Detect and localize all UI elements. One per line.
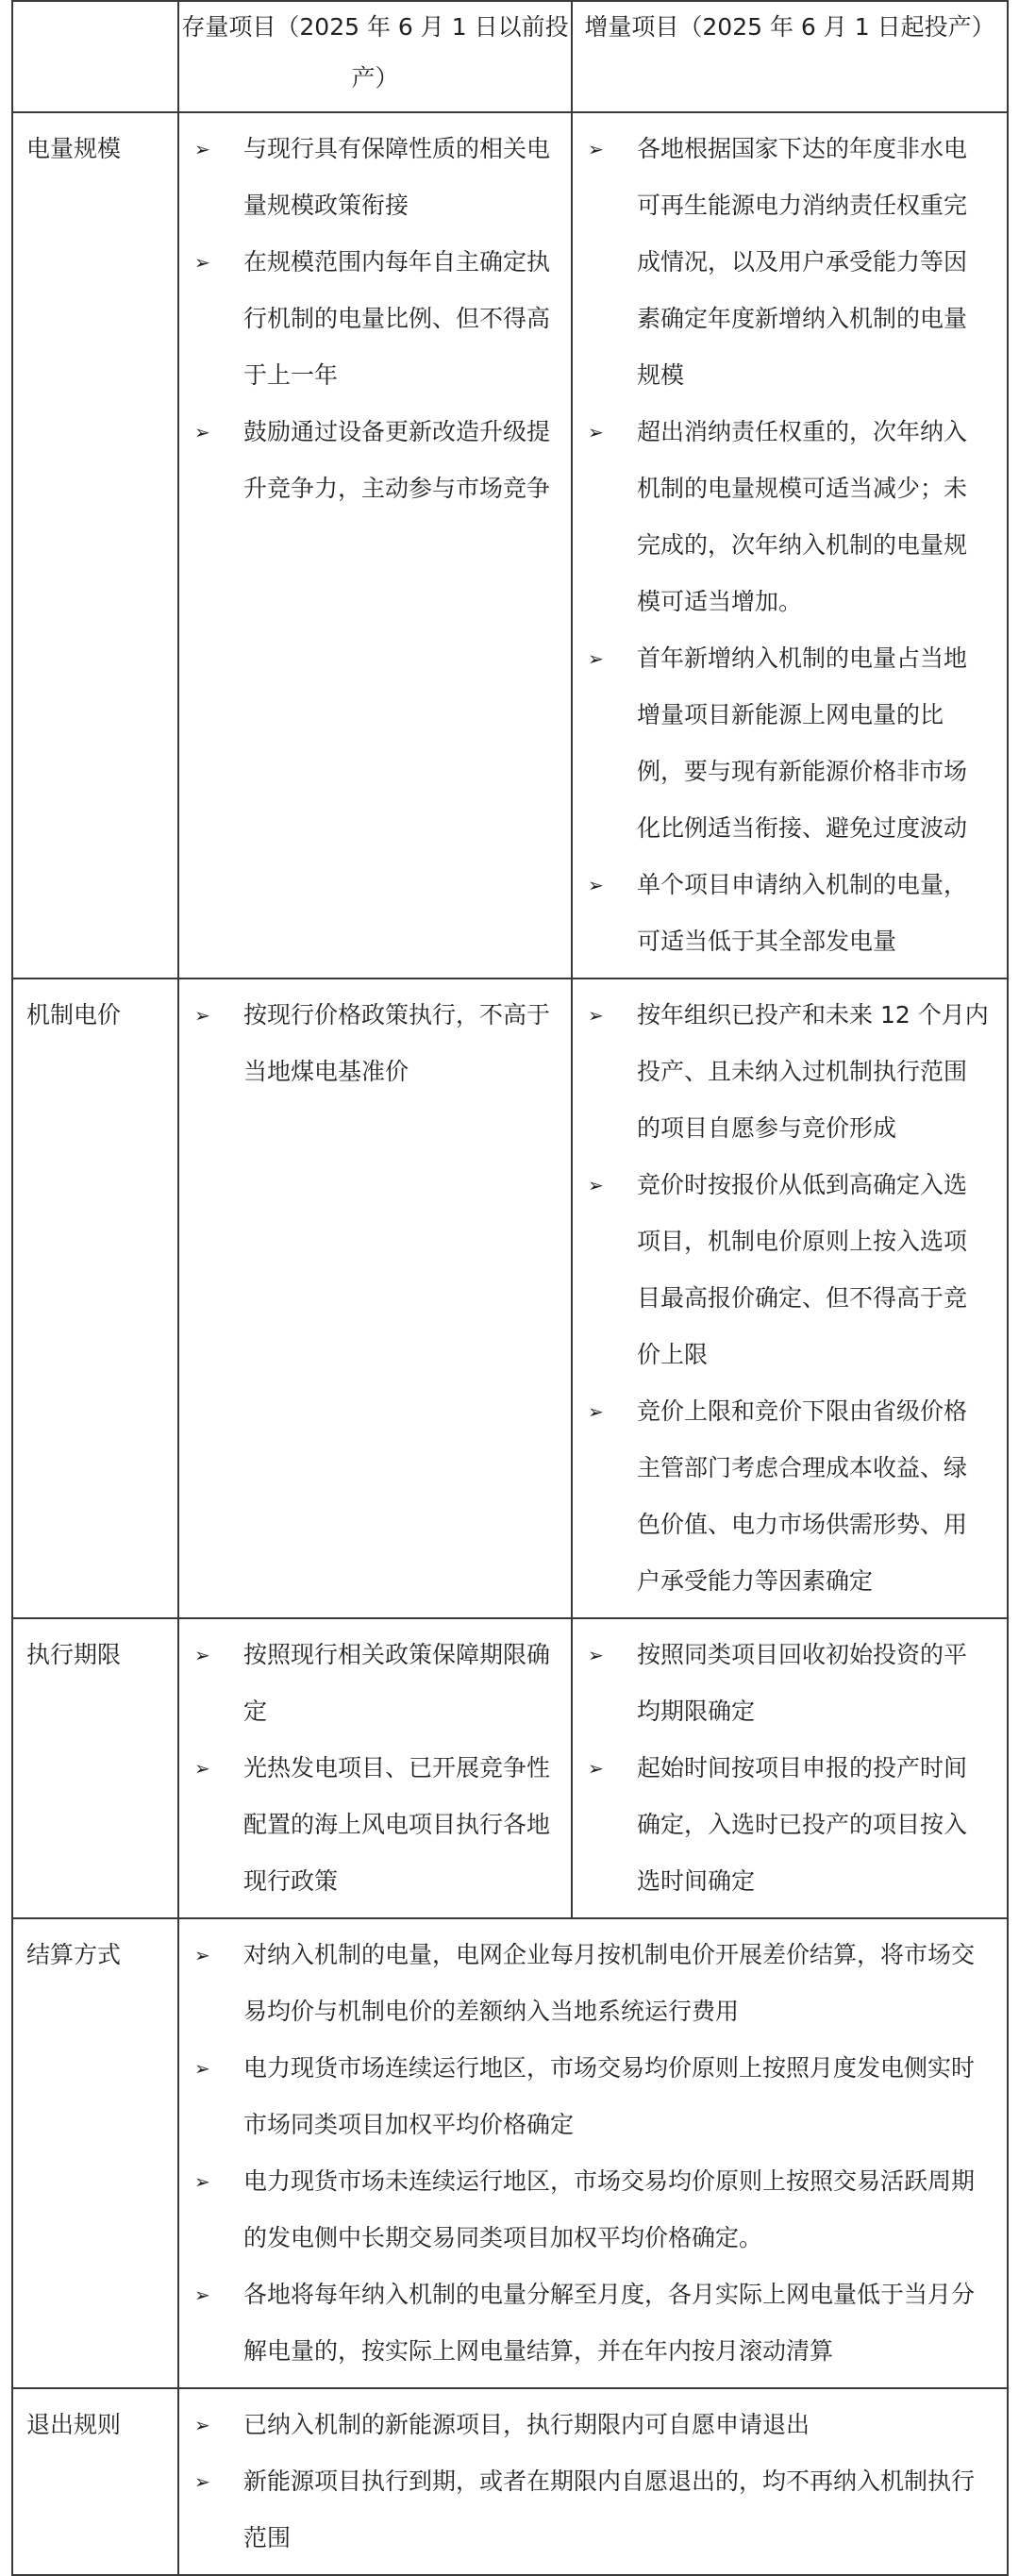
list-item: ➢ 电力现货市场未连续运行地区，市场交易均价原则上按照交易活跃周期的发电侧中长期交易同类项目加权平均价格确定。 bbox=[194, 2153, 997, 2267]
bullet-list bbox=[179, 979, 571, 1108]
row-label-cell bbox=[12, 979, 178, 1618]
bullet-list bbox=[573, 1619, 1007, 1917]
bullet-list bbox=[573, 113, 1007, 978]
arrow-bullet-icon: ➢ bbox=[588, 1757, 604, 1780]
arrow-bullet-icon: ➢ bbox=[588, 1644, 604, 1666]
list-item: ➢ 按年组织已投产和未来 12 个月内投产、且未纳入过机制执行范围的项目自愿参与竞价形成 bbox=[588, 987, 990, 1157]
row-label: 退出规则 bbox=[26, 2411, 122, 2438]
arrow-bullet-icon: ➢ bbox=[194, 1757, 210, 1780]
arrow-bullet-icon: ➢ bbox=[194, 1944, 210, 1966]
header-existing-projects: 存量项目（2025 年 6 月 1 日以前投产） bbox=[178, 1, 572, 112]
row-label: 结算方式 bbox=[26, 1941, 122, 1968]
list-item: ➢ 在规模范围内每年自主确定执行机制的电量比例、但不得高于上一年 bbox=[194, 234, 558, 404]
header-new-projects: 增量项目（2025 年 6 月 1 日起投产） bbox=[572, 1, 1008, 112]
bullet-list bbox=[179, 1919, 1007, 2387]
arrow-bullet-icon: ➢ bbox=[588, 1174, 604, 1196]
arrow-bullet-icon: ➢ bbox=[588, 1400, 604, 1423]
arrow-bullet-icon: ➢ bbox=[194, 2057, 210, 2080]
arrow-bullet-icon: ➢ bbox=[194, 2283, 210, 2306]
list-item: ➢ 按照现行相关政策保障期限确定 bbox=[194, 1627, 558, 1740]
new-cell bbox=[572, 1618, 1008, 1918]
row-settlement bbox=[12, 1918, 1008, 2388]
list-item: ➢ 超出消纳责任权重的，次年纳入机制的电量规模可适当减少；未完成的，次年纳入机制的电量规模可适当增加。 bbox=[588, 404, 990, 630]
arrow-bullet-icon: ➢ bbox=[588, 874, 604, 896]
list-item: ➢ 鼓励通过设备更新改造升级提升竞争力，主动参与市场竞争 bbox=[194, 404, 558, 517]
row-scale bbox=[12, 112, 1008, 979]
list-item: ➢ 竞价时按报价从低到高确定入选项目，机制电价原则上按入选项目最高报价确定、但不得高于竞价上限 bbox=[588, 1157, 990, 1383]
list-item: ➢ 起始时间按项目申报的投产时间确定，入选时已投产的项目按入选时间确定 bbox=[588, 1740, 990, 1910]
row-label: 机制电价 bbox=[26, 1001, 122, 1029]
arrow-bullet-icon: ➢ bbox=[194, 1004, 210, 1027]
row-label-cell bbox=[12, 2388, 178, 2575]
existing-cell bbox=[178, 979, 572, 1618]
list-item: ➢ 按现行价格政策执行，不高于当地煤电基准价 bbox=[194, 987, 558, 1100]
existing-cell bbox=[178, 112, 572, 979]
arrow-bullet-icon: ➢ bbox=[194, 2414, 210, 2436]
list-item: ➢ 首年新增纳入机制的电量占当地增量项目新能源上网电量的比例，要与现有新能源价格非市场化比例适当衔接、避免过度波动 bbox=[588, 630, 990, 857]
list-item: ➢ 新能源项目执行到期，或者在期限内自愿退出的，均不再纳入机制执行范围 bbox=[194, 2453, 997, 2567]
arrow-bullet-icon: ➢ bbox=[588, 138, 604, 160]
row-term bbox=[12, 1618, 1008, 1918]
arrow-bullet-icon: ➢ bbox=[194, 251, 210, 274]
arrow-bullet-icon: ➢ bbox=[588, 647, 604, 670]
arrow-bullet-icon: ➢ bbox=[194, 2170, 210, 2193]
header-row bbox=[12, 1, 1008, 112]
list-item: ➢ 光热发电项目、已开展竞争性配置的海上风电项目执行各地现行政策 bbox=[194, 1740, 558, 1910]
list-item: ➢ 已纳入机制的新能源项目，执行期限内可自愿申请退出 bbox=[194, 2397, 997, 2453]
existing-cell bbox=[178, 1618, 572, 1918]
list-item: ➢ 各地根据国家下达的年度非水电可再生能源电力消纳责任权重完成情况，以及用户承受能力等因素确定年度新增纳入机制的电量规模 bbox=[588, 121, 990, 404]
new-cell bbox=[572, 112, 1008, 979]
arrow-bullet-icon: ➢ bbox=[194, 421, 210, 443]
list-item: ➢ 对纳入机制的电量，电网企业每月按机制电价开展差价结算，将市场交易均价与机制电价的差额纳入当地系统运行费用 bbox=[194, 1927, 997, 2040]
list-item: ➢ 与现行具有保障性质的相关电量规模政策衔接 bbox=[194, 121, 558, 234]
list-item: ➢ 各地将每年纳入机制的电量分解至月度，各月实际上网电量低于当月分解电量的，按实际上网电量结算，并在年内按月滚动清算 bbox=[194, 2267, 997, 2380]
row-label: 电量规模 bbox=[26, 135, 122, 162]
arrow-bullet-icon: ➢ bbox=[588, 421, 604, 443]
bullet-list bbox=[179, 1619, 571, 1917]
row-price bbox=[12, 979, 1008, 1618]
row-exit bbox=[12, 2388, 1008, 2575]
new-cell bbox=[572, 979, 1008, 1618]
arrow-bullet-icon: ➢ bbox=[194, 2470, 210, 2493]
settlement-cell bbox=[178, 1918, 1008, 2388]
row-label-cell bbox=[12, 1918, 178, 2388]
arrow-bullet-icon: ➢ bbox=[588, 1004, 604, 1027]
bullet-list bbox=[573, 979, 1007, 1617]
list-item: ➢ 竞价上限和竞价下限由省级价格主管部门考虑合理成本收益、绿色价值、电力市场供需形势、用户承受能力等因素确定 bbox=[588, 1383, 990, 1610]
row-label-cell bbox=[12, 112, 178, 979]
policy-comparison-table bbox=[11, 0, 1009, 2576]
list-item: ➢ 按照同类项目回收初始投资的平均期限确定 bbox=[588, 1627, 990, 1740]
row-label-cell bbox=[12, 1618, 178, 1918]
list-item: ➢ 单个项目申请纳入机制的电量，可适当低于其全部发电量 bbox=[588, 857, 990, 970]
list-item: ➢ 电力现货市场连续运行地区，市场交易均价原则上按照月度发电侧实时市场同类项目加权平均价格确定 bbox=[194, 2040, 997, 2153]
arrow-bullet-icon: ➢ bbox=[194, 138, 210, 160]
bullet-list bbox=[179, 113, 571, 525]
row-label: 执行期限 bbox=[26, 1641, 122, 1668]
exit-cell bbox=[178, 2388, 1008, 2575]
arrow-bullet-icon: ➢ bbox=[194, 1644, 210, 1666]
corner-cell bbox=[12, 1, 178, 112]
bullet-list bbox=[179, 2389, 1007, 2574]
